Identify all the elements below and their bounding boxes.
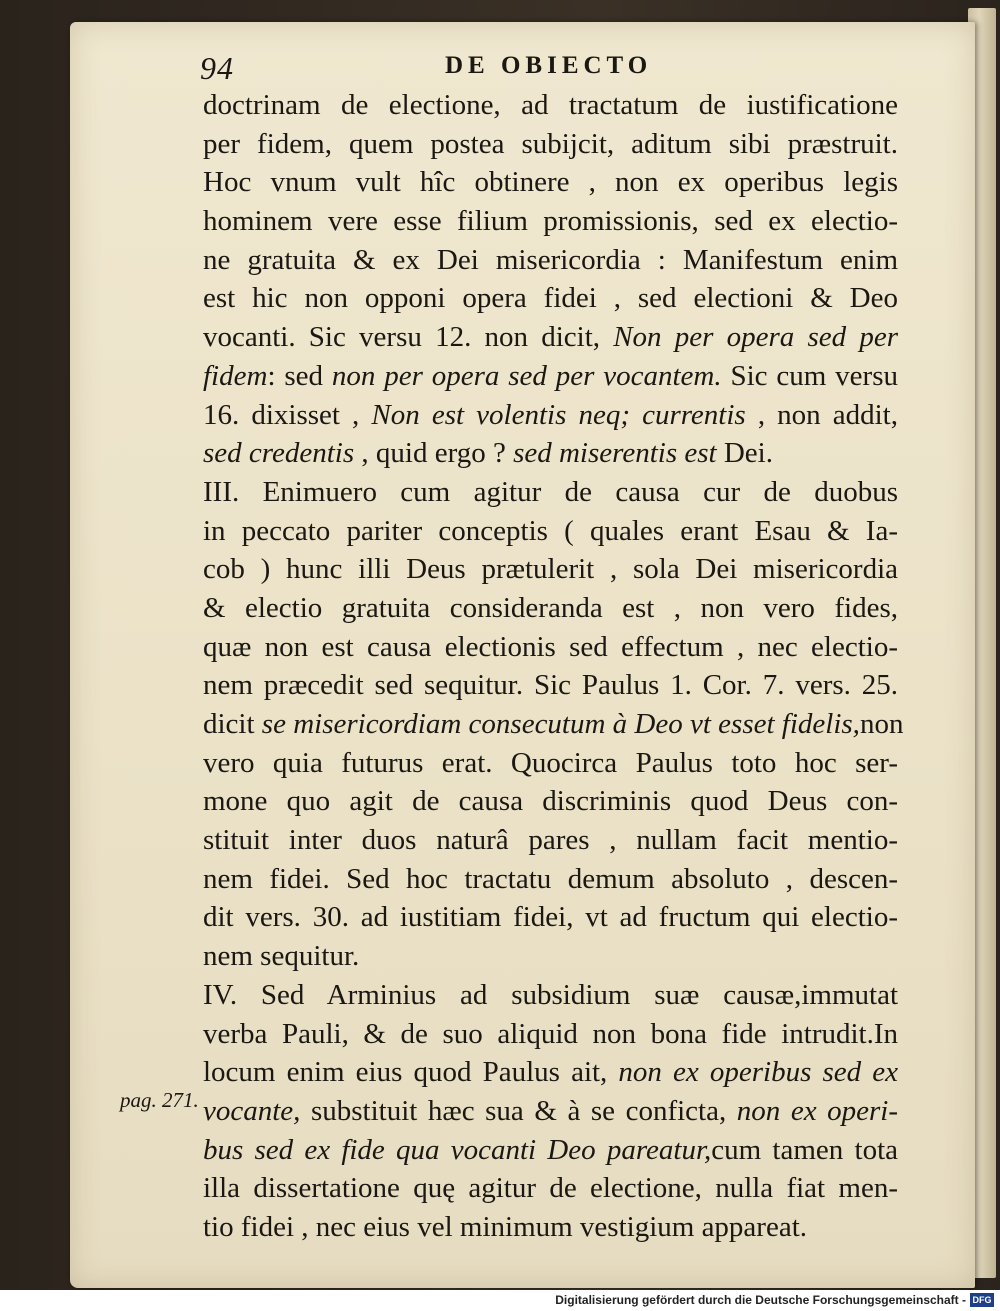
text-segment: Hoc vnum vult hîc obtinere , non ex operibus legis bbox=[203, 166, 898, 199]
text-line bbox=[203, 512, 898, 551]
text-segment: vocanti. Sic versu 12. non dicit, bbox=[203, 321, 614, 354]
text-segment: in peccato pariter conceptis ( quales erant Esau & Ia- bbox=[203, 514, 898, 547]
footer-credit: Digitalisierung gefördert durch die Deutsche Forschungsgemeinschaft - bbox=[555, 1293, 966, 1307]
text-segment: III. Enimuero cum agitur de causa cur de duobus bbox=[203, 475, 898, 508]
page-header bbox=[0, 46, 1000, 86]
text-line bbox=[203, 821, 898, 860]
footer-bar bbox=[0, 1290, 1000, 1311]
text-line bbox=[203, 357, 898, 396]
text-segment: substituit hæc sua & à se conficta, bbox=[300, 1094, 737, 1127]
text-line bbox=[203, 860, 898, 899]
text-line bbox=[203, 937, 793, 976]
text-line bbox=[203, 898, 898, 937]
text-segment: non bbox=[859, 708, 904, 740]
italic-text: non ex operi- bbox=[736, 1094, 898, 1127]
text-segment: nem sequitur. bbox=[203, 940, 360, 973]
text-segment: vero quia futurus erat. Quocirca Paulus toto hoc ser- bbox=[203, 746, 898, 779]
text-line bbox=[203, 550, 898, 589]
text-line bbox=[203, 782, 898, 821]
italic-text: vocante, bbox=[203, 1094, 301, 1127]
italic-text: sed credentis bbox=[203, 437, 355, 470]
text-segment: illa dissertatione quę agitur de electione, nulla fiat men- bbox=[203, 1172, 898, 1205]
text-line bbox=[203, 705, 904, 744]
text-segment: mone quo agit de causa discriminis quod Deus con- bbox=[203, 785, 898, 818]
text-segment: hominem vere esse filium promissionis, sed ex electio- bbox=[203, 205, 898, 238]
italic-text: Non per opera sed per bbox=[613, 321, 898, 354]
text-segment: nem præcedit sed sequitur. Sic Paulus 1. Cor. 7. vers. 25. bbox=[203, 669, 898, 702]
text-line bbox=[203, 1131, 898, 1170]
text-segment: ne gratuita & ex Dei misericordia : Manifestum enim bbox=[203, 243, 898, 276]
text-line bbox=[203, 125, 898, 164]
text-segment: cob ) hunc illi Deus prætulerit , sola Dei misericordia bbox=[203, 553, 898, 586]
italic-text: se misericordiam consecutum à Deo vt esset fidelis, bbox=[261, 708, 860, 740]
text-segment: est hic non opponi opera fidei , sed electioni & Deo bbox=[203, 282, 898, 315]
page-number: 94 bbox=[200, 50, 234, 86]
text-line bbox=[203, 318, 898, 357]
italic-text: bus sed ex fide qua vocanti Deo pareatur, bbox=[203, 1133, 712, 1166]
margin-note: pag. 271. bbox=[120, 1088, 199, 1112]
body-text bbox=[203, 86, 904, 1247]
text-segment: & electio gratuita consideranda est , non vero fides, bbox=[203, 591, 898, 624]
italic-text: Non est volentis neq; currentis bbox=[371, 398, 746, 431]
text-line bbox=[203, 86, 898, 125]
text-line bbox=[203, 241, 898, 280]
text-line bbox=[203, 434, 793, 473]
italic-text: sed miserentis est bbox=[513, 437, 717, 470]
text-line bbox=[203, 396, 898, 435]
text-segment: : sed bbox=[267, 359, 332, 392]
text-segment: cum tamen tota bbox=[711, 1133, 898, 1166]
text-segment: , quid ergo ? bbox=[354, 437, 514, 470]
italic-text: fidem bbox=[203, 359, 268, 392]
text-line bbox=[203, 1169, 898, 1208]
text-line bbox=[203, 202, 898, 241]
text-segment: quæ non est causa electionis sed effectum , nec electio- bbox=[203, 630, 898, 663]
text-line bbox=[203, 1092, 898, 1131]
text-line bbox=[203, 1015, 898, 1054]
running-head: DE OBIECTO bbox=[445, 52, 653, 79]
text-line bbox=[203, 1053, 898, 1092]
text-segment: dicit bbox=[203, 708, 262, 740]
text-segment: tio fidei , nec eius vel minimum vestigium appareat. bbox=[203, 1210, 808, 1243]
text-line bbox=[203, 279, 898, 318]
italic-text: non ex operibus sed ex bbox=[618, 1056, 898, 1089]
text-line bbox=[203, 473, 898, 512]
text-line bbox=[203, 1208, 898, 1247]
text-segment: nem fidei. Sed hoc tractatu demum absoluto , descen- bbox=[203, 862, 898, 895]
text-line bbox=[203, 628, 898, 667]
text-segment: dit vers. 30. ad iustitiam fidei, vt ad fructum qui electio- bbox=[203, 901, 898, 934]
dfg-logo: DFG bbox=[970, 1293, 994, 1307]
text-line bbox=[203, 976, 898, 1015]
italic-text: non per opera sed per vocantem. bbox=[331, 359, 722, 392]
text-segment: per fidem, quem postea subijcit, aditum sibi præstruit. bbox=[203, 127, 898, 160]
text-segment: verba Pauli, & de suo aliquid non bona fide intrudit.In bbox=[203, 1017, 898, 1050]
text-segment: , non addit, bbox=[745, 398, 898, 431]
text-segment: stituit inter duos naturâ pares , nullam facit mentio- bbox=[203, 824, 898, 857]
text-line bbox=[203, 744, 898, 783]
text-segment: locum enim eius quod Paulus ait, bbox=[203, 1056, 619, 1089]
text-line bbox=[203, 666, 898, 705]
text-line bbox=[203, 589, 898, 628]
text-line bbox=[203, 163, 898, 202]
text-segment: doctrinam de electione, ad tractatum de iustificatione bbox=[203, 89, 898, 121]
text-segment: 16. dixisset , bbox=[203, 398, 372, 431]
text-segment: Sic cum versu bbox=[721, 359, 898, 392]
text-segment: IV. Sed Arminius ad subsidium suæ causæ,immutat bbox=[203, 978, 898, 1011]
text-segment: Dei. bbox=[716, 437, 773, 470]
